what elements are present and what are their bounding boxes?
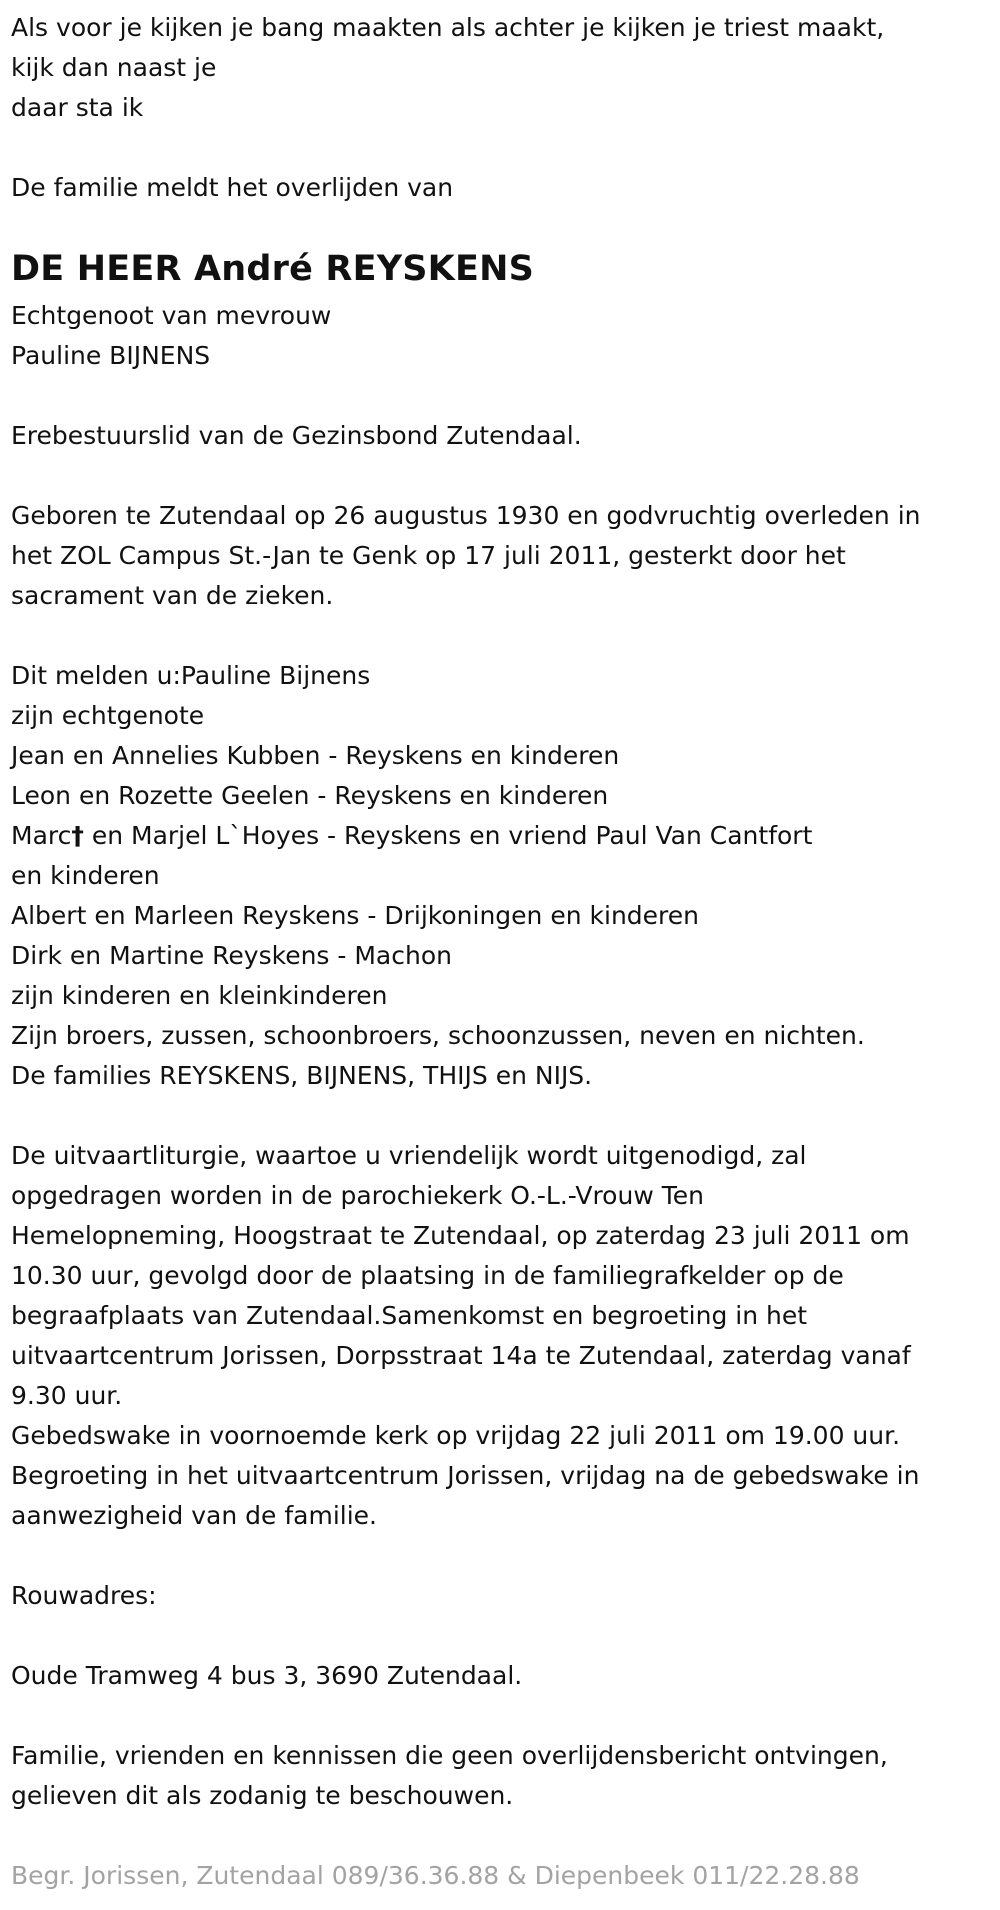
funeral-line: De uitvaartliturgie, waartoe u vriendelijk wordt uitgenodigd, zal bbox=[11, 1141, 807, 1170]
mourner-line: Leon en Rozette Geelen - Reyskens en kinderen bbox=[11, 781, 609, 810]
birth-death-line: het ZOL Campus St.-Jan te Genk op 17 juli 2011, gesterkt door het bbox=[11, 541, 846, 570]
spouse-line: Pauline BIJNENS bbox=[11, 341, 211, 370]
birth-death-block bbox=[11, 496, 990, 616]
poem bbox=[11, 8, 990, 128]
poem-line: kijk dan naast je bbox=[11, 53, 217, 82]
honorary-text: Erebestuurslid van de Gezinsbond Zutendaal. bbox=[11, 421, 582, 450]
funeral-block bbox=[11, 1136, 990, 1536]
mourner-line: De families REYSKENS, BIJNENS, THIJS en NIJS. bbox=[11, 1061, 593, 1090]
funeral-home-footer: Begr. Jorissen, Zutendaal 089/36.36.88 & Diepenbeek 011/22.28.88 bbox=[11, 1861, 860, 1890]
mourners-block bbox=[11, 656, 990, 1096]
mourner-name-rest: en Marjel L`Hoyes - Reyskens en vriend Paul Van Cantfort bbox=[83, 821, 813, 850]
deceased-name: DE HEER André REYSKENS bbox=[11, 249, 534, 289]
spouse-block bbox=[11, 296, 990, 376]
address-text: Oude Tramweg 4 bus 3, 3690 Zutendaal. bbox=[11, 1661, 523, 1690]
funeral-line: Begroeting in het uitvaartcentrum Jorissen, vrijdag na de gebedswake in bbox=[11, 1461, 920, 1490]
mourner-line: zijn kinderen en kleinkinderen bbox=[11, 981, 388, 1010]
mourner-line: Dit melden u:Pauline Bijnens bbox=[11, 661, 371, 690]
cross-icon: † bbox=[71, 821, 84, 850]
mourner-line: zijn echtgenote bbox=[11, 701, 205, 730]
mourner-line: Albert en Marleen Reyskens - Drijkoningen en kinderen bbox=[11, 901, 699, 930]
mourner-line: Jean en Annelies Kubben - Reyskens en kinderen bbox=[11, 741, 620, 770]
funeral-line: 10.30 uur, gevolgd door de plaatsing in de familiegrafkelder op de bbox=[11, 1261, 844, 1290]
funeral-line: Gebedswake in voornoemde kerk op vrijdag 22 juli 2011 om 19.00 uur. bbox=[11, 1421, 901, 1450]
spouse-line: Echtgenoot van mevrouw bbox=[11, 301, 332, 330]
mourner-line bbox=[11, 816, 990, 856]
birth-death-line: Geboren te Zutendaal op 26 augustus 1930 en godvruchtig overleden in bbox=[11, 501, 921, 530]
funeral-line: aanwezigheid van de familie. bbox=[11, 1501, 377, 1530]
funeral-line: uitvaartcentrum Jorissen, Dorpsstraat 14a te Zutendaal, zaterdag vanaf bbox=[11, 1341, 911, 1370]
notice-line: Familie, vrienden en kennissen die geen overlijdensbericht ontvingen, bbox=[11, 1741, 888, 1770]
mourner-line: en kinderen bbox=[11, 861, 160, 890]
birth-death-line: sacrament van de zieken. bbox=[11, 581, 334, 610]
address-label: Rouwadres: bbox=[11, 1581, 157, 1610]
mourner-line: Dirk en Martine Reyskens - Machon bbox=[11, 941, 452, 970]
mourner-line: Zijn broers, zussen, schoonbroers, schoonzussen, neven en nichten. bbox=[11, 1021, 865, 1050]
intro-text: De familie meldt het overlijden van bbox=[11, 173, 454, 202]
funeral-line: Hemelopneming, Hoogstraat te Zutendaal, op zaterdag 23 juli 2011 om bbox=[11, 1221, 910, 1250]
notice-line: gelieven dit als zodanig te beschouwen. bbox=[11, 1781, 514, 1810]
notice-block bbox=[11, 1736, 990, 1816]
mourner-name: Marc bbox=[11, 821, 72, 850]
funeral-line: begraafplaats van Zutendaal.Samenkomst en begroeting in het bbox=[11, 1301, 808, 1330]
funeral-line: opgedragen worden in de parochiekerk O.-L.-Vrouw Ten bbox=[11, 1181, 704, 1210]
poem-line: Als voor je kijken je bang maakten als achter je kijken je triest maakt, bbox=[11, 13, 885, 42]
poem-line: daar sta ik bbox=[11, 93, 144, 122]
funeral-line: 9.30 uur. bbox=[11, 1381, 123, 1410]
